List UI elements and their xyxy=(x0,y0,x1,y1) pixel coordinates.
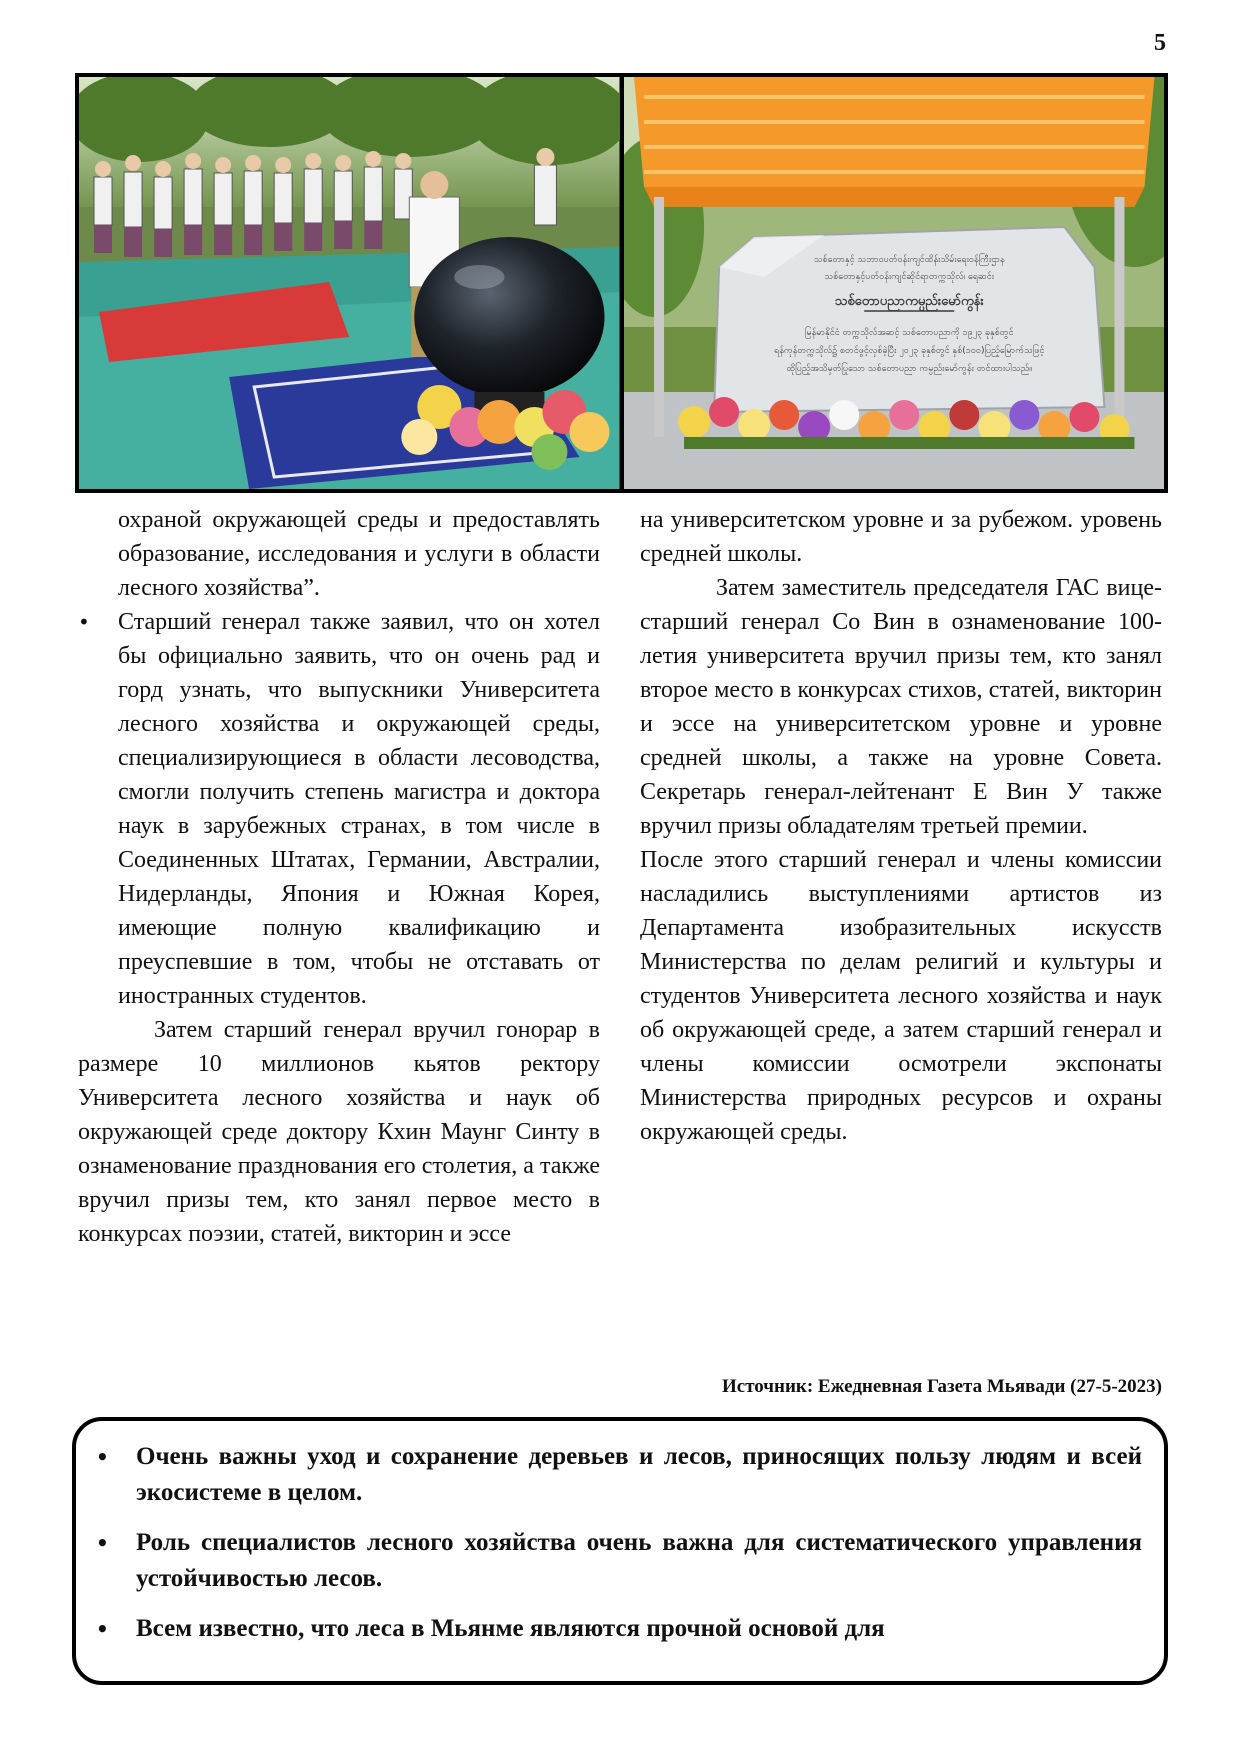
stone-line-2: သစ်တောနှင့်ပတ်ဝန်းကျင်ဆိုင်ရာတက္ကသိုလ်၊ ရေဆင်း xyxy=(823,272,994,282)
photo-frame xyxy=(75,73,1168,493)
source-citation: Источник: Ежедневная Газета Мьявади (27-5-2023) xyxy=(722,1376,1162,1397)
memorial-stone-photo xyxy=(624,77,1165,489)
ceremony-photo xyxy=(79,77,620,489)
page-number: 5 xyxy=(1154,30,1166,56)
quote-continuation: охраной окружающей среды и предоставлять образование, исследования и услуги в области лесного хозяйства”. xyxy=(118,507,600,601)
stone-title: သစ်တောပညာကမ္ပည်းမော်ကွန်း xyxy=(834,294,984,309)
stone-line-4: ရန်ကုန်တက္ကသိုလ်၌ စတင်ဖွင့်လှစ်ခဲ့ပြီး ၂၀၂၃ ခုနှစ်တွင် နှစ်(၁၀၀)ပြည့်မြောက်သဖြင့် xyxy=(773,346,1044,356)
summary-item: • Роль специалистов лесного хозяйства очень важна для систематического управления устойчивостью лесов. xyxy=(96,1525,1142,1597)
paragraph-performances: После этого старший генерал и члены комиссии насладились выступлениями артистов из Департамента изобразительных искусств Министерства по делам религий и культуры и студентов Университета лесного хозяйства и наук об окружающей среде, а затем старший генерал и члены комиссии осмотрели экспонаты Министерства природных ресурсов и охраны окружающей среды. xyxy=(640,847,1162,1145)
stone-line-1: သစ်တောနှင့် သဘာဝပတ်ဝန်းကျင်ထိန်းသိမ်းရေးဝန်ကြီးဌာန xyxy=(813,255,1005,265)
summary-item: • Очень важны уход и сохранение деревьев и лесов, приносящих пользу людям и всей экосистеме в целом. xyxy=(96,1439,1142,1511)
stone-line-3: မြန်မာနိုင်ငံ တက္ကသိုလ်အဆင့် သစ်တောပညာကို ၁၉၂၃ ခုနှစ်တွင် xyxy=(804,328,1014,338)
right-column xyxy=(640,503,1162,1149)
bullet-item: • Старший генерал также заявил, что он хотел бы официально заявить, что он очень рад и горд узнать, что выпускники Университета лесного хозяйства и окружающей среды, специализирующиеся в области лесоводства, смогли получить степень магистра и доктора наук в зарубежных странах, в том числе в Соединенных Штатах, Германии, Австралии, Нидерланды, Япония и Южная Корея, имеющие полную квалификацию и преуспевшие в том, чтобы не отставать от иностранных студентов. xyxy=(78,605,600,1013)
stone-line-5: ထိုပြည့်အသိမှတ်ပြုသော သစ်တောပညာ ကမ္ပည်းမော်ကွန်း တင်ထားပါသည်။ xyxy=(786,364,1032,374)
paragraph-prizes-first: Затем старший генерал вручил гонорар в размере 10 миллионов кьятов ректору Университета лесного хозяйства и наук об окружающей среде доктору Кхин Маунг Синту в ознаменование празднования его столетия, а также вручил призы тем, кто занял первое место в конкурсах поэзии, статей, викторин и эссе xyxy=(78,1017,600,1247)
summary-item: • Всем известно, что леса в Мьянме являются прочной основой для xyxy=(96,1611,1142,1647)
continuation-text: на университетском уровне и за рубежом. уровень средней школы. xyxy=(640,507,1162,567)
summary-box xyxy=(72,1417,1168,1685)
paragraph-second-prizes: Затем заместитель председателя ГАС вице-старший генерал Со Вин в ознаменование 100-летия университета вручил призы тем, кто занял второе место в конкурсах стихов, статей, викторин и эссе на университетском уровне и уровне средней школы, а также на уровне Совета. Секретарь генерал-лейтенант Е Вин У также вручил призы обладателям третьей премии. xyxy=(640,575,1162,839)
left-column xyxy=(78,503,600,1251)
